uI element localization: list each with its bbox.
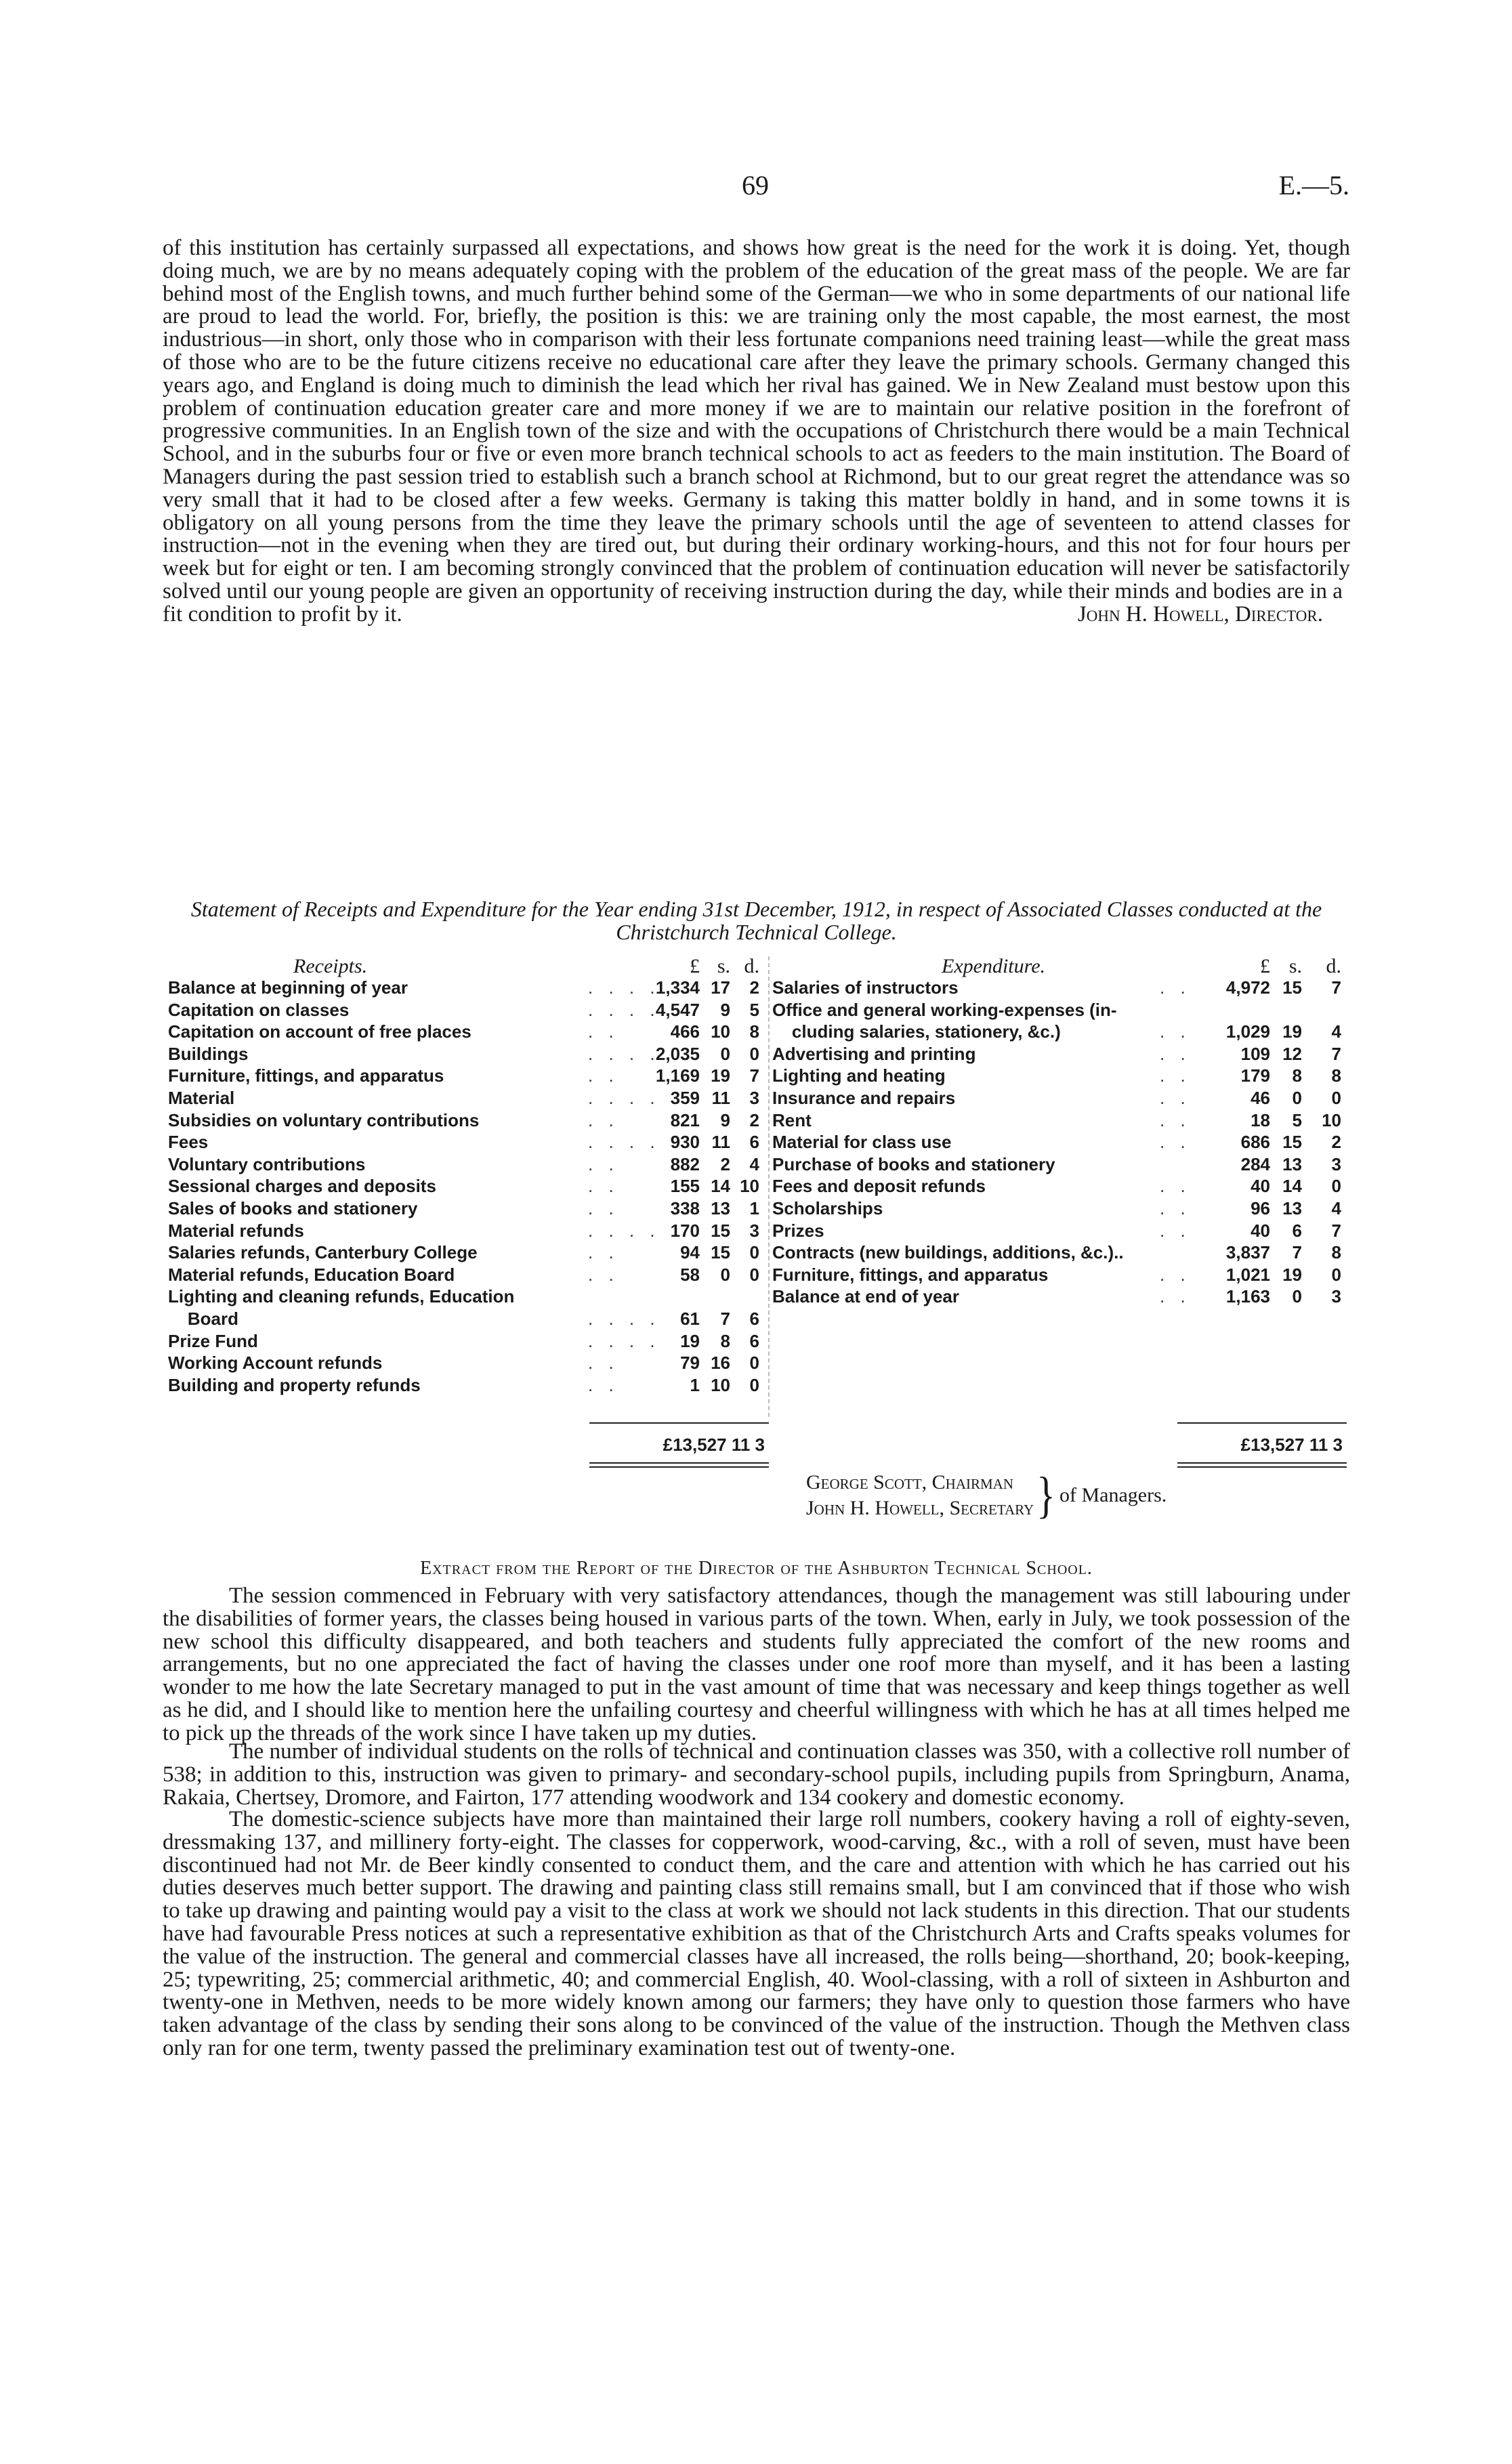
row-shillings: 15 <box>1282 1132 1302 1153</box>
row-leader-dots: . . <box>588 1197 619 1218</box>
pounds-header: £ <box>690 955 700 977</box>
row-pence: 0 <box>1331 1087 1341 1108</box>
row-pounds: 1,163 <box>1225 1286 1270 1307</box>
total-rule <box>589 1422 769 1435</box>
row-shillings: 10 <box>711 1374 730 1395</box>
statement-row <box>168 1043 768 1065</box>
row-item-label: Lighting and heating <box>772 1065 946 1086</box>
shillings-header: s. <box>717 955 730 977</box>
row-pounds: 79 <box>680 1353 700 1374</box>
statement-row <box>772 1153 1351 1176</box>
row-shillings: 13 <box>1282 1153 1302 1174</box>
row-leader-dots: . . <box>1160 1043 1191 1064</box>
row-pounds: 96 <box>1251 1197 1270 1218</box>
statement-row <box>772 1286 1351 1308</box>
row-shillings: 0 <box>1292 1286 1302 1307</box>
row-leader-dots: . . <box>1160 1065 1191 1086</box>
extract-heading: Extract from the Report of the Director of the Ashburton Technical School. <box>420 1558 1093 1579</box>
row-pence: 0 <box>749 1242 759 1263</box>
row-item-label: Balance at beginning of year <box>168 977 408 998</box>
row-pence: 4 <box>1331 1197 1341 1218</box>
statement-row <box>772 1220 1351 1242</box>
row-leader-dots: . . <box>1160 1264 1191 1285</box>
statement-row <box>168 1286 768 1308</box>
row-pence: 2 <box>1331 1132 1341 1153</box>
row-pence: 1 <box>749 1197 759 1218</box>
row-item-label: Balance at end of year <box>772 1286 959 1307</box>
row-item-label: Fees and deposit refunds <box>772 1176 986 1197</box>
row-item-label: Material refunds <box>168 1220 304 1241</box>
column-divider <box>768 956 770 1417</box>
row-pounds: 686 <box>1240 1132 1270 1153</box>
row-shillings: 15 <box>711 1220 730 1241</box>
row-leader-dots: . . <box>588 1374 619 1395</box>
row-shillings: 16 <box>711 1353 730 1374</box>
row-shillings: 0 <box>1292 1087 1302 1108</box>
statement-row <box>168 977 768 999</box>
row-item-label: Capitation on account of free places <box>168 1021 471 1042</box>
row-pounds: 19 <box>680 1330 700 1351</box>
row-item-label: Salaries of instructors <box>772 977 959 998</box>
row-leader-dots: . . <box>1160 1109 1191 1130</box>
row-shillings: 7 <box>720 1308 730 1329</box>
row-pounds: 359 <box>670 1087 700 1108</box>
shillings-header: s. <box>1288 955 1302 977</box>
row-pounds: 40 <box>1251 1176 1270 1197</box>
row-shillings: 11 <box>711 1087 730 1108</box>
statement-row <box>168 1153 768 1176</box>
page-header <box>0 169 1512 210</box>
receipts-header: Receipts. <box>293 955 368 977</box>
pence-header: d. <box>744 955 759 977</box>
receipts-header-row <box>168 955 768 977</box>
row-pence: 3 <box>1331 1286 1341 1307</box>
row-pence: 7 <box>1331 1043 1341 1064</box>
statement-row <box>772 1131 1351 1153</box>
row-pence: 7 <box>1331 1220 1341 1241</box>
row-item-label: Subsidies on voluntary contributions <box>168 1109 480 1130</box>
row-shillings: 13 <box>711 1197 730 1218</box>
row-pence: 2 <box>749 977 759 998</box>
statement-row <box>772 977 1351 999</box>
row-item-label: Capitation on classes <box>168 999 350 1020</box>
statement-row <box>772 1043 1351 1065</box>
row-item-label: Buildings <box>168 1043 249 1064</box>
statement-row <box>168 1065 768 1087</box>
statement-row <box>168 1197 768 1220</box>
statement-row <box>168 1021 768 1043</box>
row-shillings: 14 <box>1282 1176 1302 1197</box>
expenditure-header-row <box>772 955 1351 977</box>
receipts-rows <box>168 977 768 1396</box>
row-pence: 2 <box>749 1109 759 1130</box>
row-pence: 0 <box>749 1374 759 1395</box>
receipts-column <box>168 955 768 1396</box>
row-leader-dots: . . <box>588 1353 619 1374</box>
row-shillings: 11 <box>711 1132 730 1153</box>
row-pence: 0 <box>749 1264 759 1285</box>
row-pence: 5 <box>749 999 759 1020</box>
row-pence: 0 <box>749 1353 759 1374</box>
row-pence: 10 <box>740 1176 759 1197</box>
row-leader-dots: . . <box>588 1153 619 1174</box>
total-rule <box>1177 1422 1347 1435</box>
total-double-rule <box>1177 1462 1347 1468</box>
row-leader-dots: . . <box>1160 1021 1191 1042</box>
row-shillings: 12 <box>1282 1043 1302 1064</box>
row-item-label: Advertising and printing <box>772 1043 976 1064</box>
statement-row <box>772 1087 1351 1109</box>
statement-row <box>772 1197 1351 1220</box>
row-pounds: 930 <box>670 1132 700 1153</box>
statement-row <box>168 1131 768 1153</box>
extract-paragraph: The session commenced in February with very satisfactory attendances, though the management was still labouring under the disabilities of former years, the classes being housed in various parts of the town. When, early in July, we took possession of the new school this difficulty disappeared, and both teachers and students fully appreciated the comfort of the new rooms and arrangements, but no one appreciated the fact of having the classes under one roof more than myself, and it has been a lasting wonder to me how the late Secretary managed to put in the vast amount of time that was necessary and keep things together as well as he did, and I should like to mention here the unfailing courtesy and cheerful willingness with which he has at all times helped me to pick up the threads of the work since I have taken up my duties. <box>163 1584 1350 1745</box>
row-shillings: 19 <box>1282 1021 1302 1042</box>
row-leader-dots: . . <box>588 1264 619 1285</box>
row-pence: 7 <box>749 1065 759 1086</box>
statement-row <box>168 1330 768 1353</box>
statement-row <box>772 1264 1351 1286</box>
row-pounds: 1,169 <box>655 1065 700 1086</box>
intro-paragraph-text: of this institution has certainly surpassed all expectations, and shows how great is the need for the work it is doing. Yet, though doing much, we are by no means adequately coping with the problem of the education of the great mass of the people. We are far behind most of the English towns, and much further behind some of the German—we who in some departments of our national life are proud to lead the world. For, briefly, the position is this: we are training only the most capable, the most earnest, the most industrious—in short, only those who in comparison with their less fortunate companions need training least—while the great mass of those who are to be the future citizens receive no educational care after they leave the primary schools. Germany changed this years ago, and England is doing much to diminish the lead which her rival has gained. We in New Zealand must bestow upon this problem of continuation education greater care and more money if we are to maintain our relative position in the forefront of progressive communities. In an English town of the size and with the occupations of Christchurch there would be a main Technical School, and in the suburbs four or five or even more branch technical schools to act as feeders to the main institution. The Board of Managers during the past session tried to establish such a branch school at Richmond, but to our great regret the attendance was so very small that it had to be closed after a few weeks. Germany is taking this matter boldly in hand, and in some towns it is obligatory on all young persons from the time they leave the primary schools until the age of seventeen to attend classes for instruction—not in the evening when they are tired out, but during their ordinary working-hours, and this not for four hours per week but for eight or ten. I am becoming strongly convinced that the problem of continuation education will never be satisfactorily solved until our young people are given an opportunity of receiving instruction during the day, while their minds and bodies are in a <box>163 236 1350 603</box>
row-leader-dots: . . <box>1160 977 1191 998</box>
expenditure-column <box>772 955 1351 1308</box>
row-pence: 8 <box>1331 1065 1341 1086</box>
row-leader-dots: . . <box>588 1242 619 1263</box>
row-shillings: 8 <box>720 1330 730 1351</box>
row-item-label: Purchase of books and stationery <box>772 1153 1055 1174</box>
statement-row <box>772 999 1351 1021</box>
pence-header: d. <box>1326 955 1341 977</box>
row-item-label: Salaries refunds, Canterbury College <box>168 1242 478 1263</box>
row-item-label: Furniture, fittings, and apparatus <box>772 1264 1049 1285</box>
row-item-label: Scholarships <box>772 1197 883 1218</box>
row-pence: 8 <box>1331 1242 1341 1263</box>
row-pounds: 1,029 <box>1225 1021 1270 1042</box>
row-item-label: Lighting and cleaning refunds, Education <box>168 1286 515 1307</box>
row-leader-dots: . . <box>588 1065 619 1086</box>
row-item-label: Material <box>168 1087 235 1108</box>
row-item-label: Contracts (new buildings, additions, &c.).. <box>772 1242 1124 1263</box>
intro-last-line: fit condition to profit by it. <box>163 601 402 626</box>
row-shillings: 9 <box>720 999 730 1020</box>
row-shillings: 8 <box>1292 1065 1302 1086</box>
row-pence: 6 <box>749 1330 759 1351</box>
statement-row <box>168 1241 768 1264</box>
row-pounds: 3,837 <box>1225 1242 1270 1263</box>
row-pounds: 284 <box>1240 1153 1270 1174</box>
row-leader-dots: . . <box>1160 1176 1191 1197</box>
row-shillings: 15 <box>1282 977 1302 998</box>
row-pounds: 40 <box>1251 1220 1270 1241</box>
row-item-label: Board <box>168 1308 239 1329</box>
row-item-label: Material refunds, Education Board <box>168 1264 455 1285</box>
row-item-label: Sessional charges and deposits <box>168 1176 436 1197</box>
brace: } <box>1036 1466 1055 1524</box>
row-pounds: 170 <box>670 1220 700 1241</box>
row-pence: 0 <box>1331 1264 1341 1285</box>
row-item-label: Fees <box>168 1132 209 1153</box>
row-pence: 3 <box>749 1087 759 1108</box>
row-pounds: 61 <box>680 1308 700 1329</box>
row-leader-dots: . . . . <box>588 999 660 1020</box>
row-item-label: Material for class use <box>772 1132 952 1153</box>
row-leader-dots: . . . . <box>588 977 660 998</box>
row-pounds: 1,334 <box>655 977 700 998</box>
row-shillings: 15 <box>711 1242 730 1263</box>
chairman-name: George Scott, Chairman <box>806 1471 1014 1493</box>
row-pounds: 2,035 <box>655 1043 700 1064</box>
row-leader-dots: . . <box>588 1176 619 1197</box>
row-shillings: 0 <box>720 1043 730 1064</box>
row-pence: 0 <box>1331 1176 1341 1197</box>
row-shillings: 0 <box>720 1264 730 1285</box>
row-item-label: Furniture, fittings, and apparatus <box>168 1065 444 1086</box>
row-pounds: 466 <box>670 1021 700 1042</box>
row-pounds: 58 <box>680 1264 700 1285</box>
signatories <box>806 1466 1348 1524</box>
row-leader-dots: . . . . <box>588 1330 660 1351</box>
row-pence: 4 <box>749 1153 759 1174</box>
total-double-rule <box>589 1462 769 1468</box>
expenditure-rows <box>772 977 1351 1308</box>
document-code: E.—5. <box>1278 170 1349 200</box>
expenditure-header: Expenditure. <box>942 955 1046 977</box>
row-pounds: 94 <box>680 1242 700 1263</box>
statement-row <box>168 1087 768 1109</box>
row-pence: 7 <box>1331 977 1341 998</box>
secretary-name: John H. Howell, Secretary <box>806 1497 1034 1519</box>
row-pounds: 338 <box>670 1197 700 1218</box>
statement-row <box>772 1109 1351 1132</box>
statement-row <box>168 1264 768 1286</box>
row-leader-dots: . . . . <box>588 1308 660 1329</box>
row-pence: 8 <box>749 1021 759 1042</box>
row-shillings: 7 <box>1292 1242 1302 1263</box>
row-pounds: 882 <box>670 1153 700 1174</box>
row-item-label: Sales of books and stationery <box>168 1197 418 1218</box>
row-item-label: cluding salaries, stationery, &c.) <box>772 1021 1061 1042</box>
statement-row <box>168 1109 768 1132</box>
row-leader-dots: . . <box>1160 1197 1191 1218</box>
signatories-suffix: of Managers. <box>1059 1484 1167 1506</box>
row-pence: 6 <box>749 1308 759 1329</box>
row-leader-dots: . . . . <box>588 1220 660 1241</box>
row-shillings: 19 <box>711 1065 730 1086</box>
pounds-header: £ <box>1260 955 1270 977</box>
statement-row <box>168 1220 768 1242</box>
row-leader-dots: . . <box>588 1021 619 1042</box>
signatory-names <box>806 1470 1034 1521</box>
row-pence: 4 <box>1331 1021 1341 1042</box>
statement-row <box>168 1308 768 1330</box>
statement-row <box>168 1352 768 1374</box>
row-shillings: 6 <box>1292 1220 1302 1241</box>
row-pence: 0 <box>749 1043 759 1064</box>
director-signature: John H. Howell, Director. <box>1077 601 1323 626</box>
row-leader-dots: . . . . <box>588 1087 660 1108</box>
row-shillings: 19 <box>1282 1264 1302 1285</box>
row-pounds: 109 <box>1240 1043 1270 1064</box>
row-pounds: 4,972 <box>1225 977 1270 998</box>
row-leader-dots: . . . . <box>588 1043 660 1064</box>
statement-row <box>772 1175 1351 1197</box>
intro-paragraph <box>163 237 1350 626</box>
row-item-label: Prizes <box>772 1220 824 1241</box>
row-pence: 3 <box>749 1220 759 1241</box>
row-item-label: Insurance and repairs <box>772 1087 956 1108</box>
statement-row <box>168 1374 768 1397</box>
statement-row <box>168 1175 768 1197</box>
row-leader-dots: . . <box>588 1109 619 1130</box>
receipts-total <box>589 1422 769 1468</box>
row-leader-dots: . . <box>1160 1286 1191 1307</box>
row-pounds: 155 <box>670 1176 700 1197</box>
row-pounds: 18 <box>1251 1109 1270 1130</box>
row-shillings: 14 <box>711 1176 730 1197</box>
row-shillings: 2 <box>720 1153 730 1174</box>
extract-paragraph: The number of individual students on the rolls of technical and continuation classes was 350, with a collective roll number of 538; in addition to this, instruction was given to primary- and secondary-school pupils, including pupils from Springburn, Anama, Rakaia, Chertsey, Dromore, and Fairton, 177 attending woodwork and 134 cookery and domestic economy. <box>163 1739 1350 1810</box>
statement-row <box>772 1241 1351 1264</box>
row-shillings: 13 <box>1282 1197 1302 1218</box>
statement-title: Statement of Receipts and Expenditure for the Year ending 31st December, 1912, in respect of Associated Classes conducted at the Christchurch Technical College. <box>190 897 1322 944</box>
expenditure-total-amount: £13,527 11 3 <box>1240 1435 1343 1455</box>
row-item-label: Prize Fund <box>168 1330 258 1351</box>
expenditure-total <box>1177 1422 1347 1468</box>
extract-paragraph: The domestic-science subjects have more than maintained their large roll numbers, cookery having a roll of eighty-seven, dressmaking 137, and millinery forty-eight. The classes for copperwork, wood-carving, &c., with a roll of seven, must have been discontinued had not Mr. de Beer kindly consented to conduct them, and the care and attention with which he has carried out his duties deserves much better support. The drawing and painting class still remains small, but I am convinced that if those who wish to take up drawing and painting would pay a visit to the class at work we should not lack students in this direction. That our students have had favourable Press notices at such a representative exhibition as that of the Christchurch Arts and Crafts speaks volumes for the value of the instruction. The general and commercial classes have all increased, the rolls being—shorthand, 20; book-keeping, 25; typewriting, 25; commercial arithmetic, 40; and commercial English, 40. Wool-classing, with a roll of sixteen in Ashburton and twenty-one in Methven, needs to be more widely known among our farmers; they have only to question those farmers who have taken advantage of the class by sending their sons along to be convinced of the value of the instruction. Though the Methven class only ran for one term, twenty passed the preliminary examination test out of twenty-one. <box>163 1807 1350 2060</box>
receipts-total-amount: £13,527 11 3 <box>663 1435 765 1455</box>
row-item-label: Building and property refunds <box>168 1374 421 1395</box>
statement-row <box>772 1021 1351 1043</box>
row-pounds: 46 <box>1251 1087 1270 1108</box>
row-pence: 10 <box>1322 1109 1341 1130</box>
row-leader-dots: . . . . <box>588 1132 660 1153</box>
statement-row <box>772 1065 1351 1087</box>
row-item-label: Rent <box>772 1109 812 1130</box>
row-leader-dots: . . <box>1160 1220 1191 1241</box>
row-item-label: Voluntary contributions <box>168 1153 366 1174</box>
statement-row <box>168 999 768 1021</box>
row-leader-dots: . . <box>1160 1087 1191 1108</box>
row-pence: 3 <box>1331 1153 1341 1174</box>
row-shillings: 17 <box>711 977 730 998</box>
row-pounds: 1,021 <box>1225 1264 1270 1285</box>
row-pounds: 4,547 <box>655 999 700 1020</box>
intro-signature-line <box>163 603 1350 626</box>
row-pounds: 1 <box>690 1374 700 1395</box>
row-item-label: Office and general working-expenses (in- <box>772 999 1117 1020</box>
page-number: 69 <box>742 170 769 200</box>
row-shillings: 9 <box>720 1109 730 1130</box>
row-leader-dots: . . <box>1160 1132 1191 1153</box>
row-pence: 6 <box>749 1132 759 1153</box>
row-shillings: 5 <box>1292 1109 1302 1130</box>
row-pounds: 821 <box>670 1109 700 1130</box>
row-pounds: 179 <box>1240 1065 1270 1086</box>
row-shillings: 10 <box>711 1021 730 1042</box>
row-item-label: Working Account refunds <box>168 1353 383 1374</box>
